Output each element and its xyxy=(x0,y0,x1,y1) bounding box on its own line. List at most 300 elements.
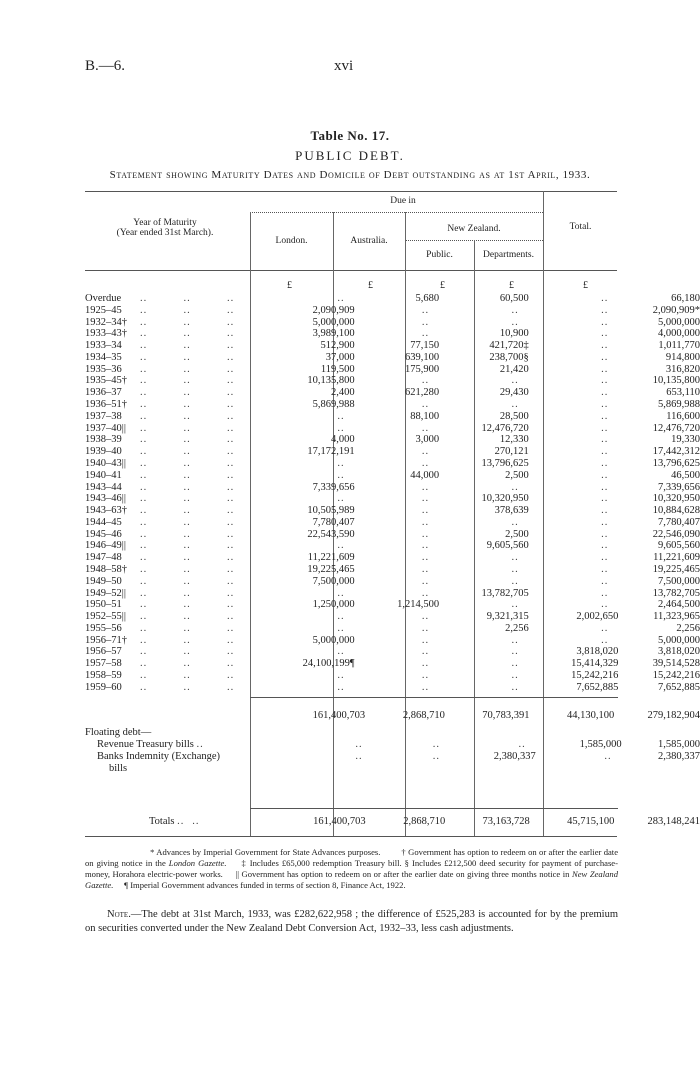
row-total: 10,135,800 xyxy=(652,375,700,387)
row-london: 11,221,609 xyxy=(307,552,355,564)
leader-dots: .. .. .. xyxy=(140,293,235,304)
row-departments: 7,652,885 xyxy=(576,681,619,693)
row-total: 22,546,090 xyxy=(652,528,700,540)
row-public: .. xyxy=(511,681,519,693)
row-year: 1956–57 .. .. .. xyxy=(85,646,235,658)
pound-sign-departments: £ xyxy=(509,280,514,291)
row-year: 1940–43|| .. .. .. xyxy=(85,457,235,469)
row-year: 1959–60 .. .. .. xyxy=(85,681,235,693)
row-total: 39,514,528 xyxy=(652,658,700,670)
totals-public: 73,163,728 xyxy=(482,816,530,827)
page-reference: B.—6. xyxy=(85,58,126,74)
table-number: Table No. 17. xyxy=(310,128,390,143)
row-year: 1936–37 .. .. .. xyxy=(85,387,235,399)
row-departments: .. xyxy=(601,446,609,458)
row-year: 1946–49|| .. .. .. xyxy=(85,540,235,552)
leader-dots: .. .. .. xyxy=(140,422,235,434)
leader-dots: .. .. .. xyxy=(140,316,235,328)
row-year: 1949–52|| .. .. .. xyxy=(85,587,235,599)
row-departments: .. xyxy=(601,622,609,634)
row-departments: .. xyxy=(601,434,609,446)
row-london: .. xyxy=(337,611,345,623)
table-row xyxy=(85,576,700,588)
row-australia: .. xyxy=(421,681,430,693)
row-london: 17,172,191 xyxy=(307,446,355,458)
row-year: 1944–45 .. .. .. xyxy=(85,516,235,528)
row-departments: 2,002,650 xyxy=(576,611,619,623)
row-australia: .. xyxy=(421,328,430,340)
table-row xyxy=(85,423,700,435)
row-total: 9,605,560 xyxy=(658,540,700,552)
subtotal-australia: 2,868,710 xyxy=(402,710,445,721)
row-departments: .. xyxy=(601,328,609,340)
header-bottom-rule xyxy=(85,270,617,271)
row-total: 13,782,705 xyxy=(652,587,700,599)
leader-dots: .. .. .. xyxy=(140,387,235,399)
public-heading: Public. xyxy=(426,250,453,260)
leader-dots: .. .. .. xyxy=(140,634,235,646)
table-row xyxy=(85,529,700,541)
table-row xyxy=(85,646,700,658)
leader-dots: .. .. .. xyxy=(140,375,235,387)
totals-total: 283,148,241 xyxy=(647,816,700,827)
row-year: 1940–41 .. .. .. xyxy=(85,469,235,481)
row-australia: 5,680 xyxy=(415,293,440,304)
footnote-parallel-gazette: New Zealand Gazette. xyxy=(85,869,618,890)
floating-debt-label: Floating debt— xyxy=(85,727,152,738)
table-row xyxy=(85,399,700,411)
row-australia: .. xyxy=(421,622,430,634)
page-number: xvi xyxy=(334,58,354,74)
row-total: 5,000,000 xyxy=(658,316,700,328)
row-departments: .. xyxy=(601,481,609,493)
totals-london: 161,400,703 xyxy=(313,816,366,827)
subtotal-row xyxy=(85,710,700,722)
totals-rule xyxy=(250,808,618,809)
leader-dots: .. .. .. xyxy=(140,622,235,634)
row-australia: .. xyxy=(421,304,430,316)
floating-row-australia: .. xyxy=(432,739,440,750)
row-total: 7,652,885 xyxy=(658,681,700,693)
totals-row xyxy=(85,816,700,828)
row-year: 1932–34† .. .. .. xyxy=(85,316,235,328)
row-total: 116,600 xyxy=(666,410,700,422)
floating-row-london: .. xyxy=(355,751,363,762)
row-total: 653,110 xyxy=(666,387,700,399)
table-row xyxy=(85,564,700,576)
row-year: 1935–45† .. .. .. xyxy=(85,375,235,387)
table-row xyxy=(85,434,700,446)
row-london: .. xyxy=(337,457,345,469)
row-australia: .. xyxy=(421,646,430,658)
table-row xyxy=(85,552,700,564)
row-departments: 15,242,216 xyxy=(571,670,619,681)
row-london: 7,500,000 xyxy=(312,575,355,587)
table-title: PUBLIC DEBT. xyxy=(295,148,405,163)
table-bottom-rule xyxy=(85,836,617,837)
row-australia: 3,000 xyxy=(415,434,440,446)
floating-row-departments: 1,585,000 xyxy=(579,739,622,750)
row-london: 7,780,407 xyxy=(312,516,355,528)
row-year: 1943–46|| .. .. .. xyxy=(85,493,235,505)
table-row xyxy=(85,493,700,505)
year-heading-line1: Year of Maturity xyxy=(133,218,197,228)
row-public: 12,330 xyxy=(499,434,529,446)
row-total: 15,242,216 xyxy=(652,670,700,681)
row-departments: .. xyxy=(601,599,609,611)
row-public: 2,256 xyxy=(505,622,529,634)
leader-dots: .. .. .. xyxy=(140,611,235,623)
table-row xyxy=(85,446,700,458)
leader-dots: .. .. .. xyxy=(140,599,235,611)
row-public: .. xyxy=(511,516,519,528)
due-in-heading: Due in xyxy=(390,196,416,206)
row-london: .. xyxy=(337,646,345,658)
pound-sign-australia: £ xyxy=(368,280,373,291)
row-public: .. xyxy=(511,634,519,646)
row-year: 1945–46 .. .. .. xyxy=(85,528,235,540)
row-departments: .. xyxy=(601,575,609,587)
row-departments: .. xyxy=(601,634,609,646)
row-total: 7,500,000 xyxy=(658,575,700,587)
row-public: 10,900 xyxy=(499,328,529,340)
row-public: 10,320,950 xyxy=(481,493,529,505)
subtotal-public: 70,783,391 xyxy=(482,710,530,721)
leader-dots: .. .. .. xyxy=(140,552,235,564)
row-departments: .. xyxy=(601,540,609,552)
table-row xyxy=(85,352,700,364)
leader-dots: .. .. .. xyxy=(140,563,235,575)
row-australia: 175,900 xyxy=(405,363,440,375)
row-london: 22,543,590 xyxy=(307,528,355,540)
row-public: 9,605,560 xyxy=(486,540,529,552)
row-total: 4,000,000 xyxy=(658,328,700,340)
totals-departments: 45,715,100 xyxy=(567,816,615,827)
floating-row-departments: .. xyxy=(604,751,612,762)
row-australia: .. xyxy=(421,516,430,528)
row-london: 512,900 xyxy=(320,340,355,352)
row-total: 19,330 xyxy=(671,434,700,446)
row-australia: .. xyxy=(421,505,430,517)
row-total: 7,780,407 xyxy=(658,516,700,528)
floating-row-total: 2,380,337 xyxy=(658,751,700,762)
row-departments: .. xyxy=(601,422,609,434)
table-row xyxy=(85,364,700,376)
pound-sign-public: £ xyxy=(440,280,445,291)
row-total: 7,339,656 xyxy=(658,481,700,493)
leader-dots: .. .. .. xyxy=(140,304,235,316)
row-london: 119,500 xyxy=(320,363,355,375)
header-top-rule xyxy=(85,191,617,192)
london-heading: London. xyxy=(275,236,308,246)
floating-row-label-continued: bills xyxy=(109,763,128,774)
footnotes xyxy=(85,847,618,891)
table-row xyxy=(85,458,700,470)
row-australia: .. xyxy=(421,563,430,575)
row-year: 1947–48 .. .. .. xyxy=(85,552,235,564)
row-london: 7,339,656 xyxy=(312,481,355,493)
row-london: 24,100,199¶ xyxy=(302,658,355,670)
row-australia: 77,150 xyxy=(410,340,440,352)
totals-label: Totals .. .. xyxy=(149,816,200,827)
row-australia: .. xyxy=(421,587,430,599)
row-departments: .. xyxy=(601,457,609,469)
table-row xyxy=(85,328,700,340)
row-total: 316,820 xyxy=(665,363,700,375)
row-australia: .. xyxy=(421,422,430,434)
row-total: 13,796,625 xyxy=(652,457,700,469)
table-row xyxy=(85,375,700,387)
row-australia: 44,000 xyxy=(410,469,440,481)
table-row xyxy=(85,670,700,682)
row-australia: .. xyxy=(421,658,430,670)
row-year: 1948–58† .. .. .. xyxy=(85,563,235,575)
row-year: 1943–44 .. .. .. xyxy=(85,481,235,493)
row-australia: .. xyxy=(421,375,430,387)
row-departments: .. xyxy=(601,552,609,564)
row-total: 5,000,000 xyxy=(658,634,700,646)
row-london: .. xyxy=(337,469,345,481)
row-public: 421,720‡ xyxy=(489,340,529,352)
row-departments: .. xyxy=(601,363,609,375)
row-london: 37,000 xyxy=(325,351,355,363)
row-year: Overdue .. .. .. xyxy=(85,293,235,304)
row-total: 2,090,909* xyxy=(652,304,700,316)
table-row xyxy=(85,635,700,647)
row-london: 2,400 xyxy=(330,387,355,399)
table-row xyxy=(85,611,700,623)
pound-sign-total: £ xyxy=(583,280,588,291)
row-year: 1933–34 .. .. .. xyxy=(85,340,235,352)
note-text: —The debt at 31st March, 1933, was £282,622,958 ; the difference of £525,283 is accounted for by the premium on securities converted under the New Zealand Debt Conversion Act, 1932–33, less cash adjustments. xyxy=(85,909,618,934)
row-total: 10,884,628 xyxy=(652,505,700,517)
table-row xyxy=(85,411,700,423)
leader-dots: .. .. .. xyxy=(140,351,235,363)
row-australia: .. xyxy=(421,634,430,646)
row-year: 1925–45 .. .. .. xyxy=(85,304,235,316)
row-departments: .. xyxy=(601,410,609,422)
row-australia: .. xyxy=(421,540,430,552)
leader-dots: .. .. .. xyxy=(140,493,235,505)
leader-dots: .. .. .. xyxy=(140,469,235,481)
row-year: 1955–56 .. .. .. xyxy=(85,622,235,634)
table-row xyxy=(85,387,700,399)
footnote-double-dagger: ‡ Includes £65,000 redemption Treasury bill. xyxy=(241,858,402,868)
row-public: .. xyxy=(511,316,519,328)
leader-dots: .. .. .. xyxy=(140,528,235,540)
floating-row-public: 2,380,337 xyxy=(493,751,536,762)
row-public: 2,500 xyxy=(505,469,529,481)
row-australia: .. xyxy=(421,316,430,328)
leader-dots: .. .. .. xyxy=(140,481,235,493)
row-departments: .. xyxy=(601,563,609,575)
row-australia: 621,280 xyxy=(405,387,440,399)
row-departments: .. xyxy=(601,293,609,304)
table-row xyxy=(85,599,700,611)
row-year: 1949–50 .. .. .. xyxy=(85,575,235,587)
row-departments: .. xyxy=(601,340,609,352)
table-row xyxy=(85,340,700,352)
leader-dots: .. .. .. xyxy=(140,434,235,446)
table-row xyxy=(85,293,700,305)
row-total: 66,180 xyxy=(671,293,700,304)
row-departments: 3,818,020 xyxy=(576,646,619,658)
leader-dots: .. .. .. xyxy=(140,340,235,352)
row-australia: .. xyxy=(421,457,430,469)
row-departments: .. xyxy=(601,469,609,481)
row-public: .. xyxy=(511,375,519,387)
table-row xyxy=(85,540,700,552)
leader-dots: .. .. .. xyxy=(140,399,235,411)
leader-dots: .. .. .. xyxy=(140,540,235,552)
row-departments: 15,414,329 xyxy=(571,658,619,670)
row-departments: .. xyxy=(601,528,609,540)
totals-australia: 2,868,710 xyxy=(403,816,446,827)
leader-dots: .. .. .. xyxy=(140,681,235,693)
total-heading: Total. xyxy=(569,222,592,232)
leader-dots: .. .. .. xyxy=(140,670,235,681)
row-total: 10,320,950 xyxy=(652,493,700,505)
leader-dots: .. .. .. xyxy=(140,410,235,422)
row-public: .. xyxy=(511,399,519,411)
floating-row-label: Revenue Treasury bills .. xyxy=(97,739,204,750)
footnote-parallel: || Government has option to redeem on or after the earlier date on giving three months notice in xyxy=(235,869,570,879)
table-row xyxy=(85,505,700,517)
row-public: 238,700§ xyxy=(489,351,529,363)
footnote-section: § Includes £212,500 deed security for payment of purchase-money, Horahora electric-power works. xyxy=(85,858,618,879)
row-year: 1952–55|| .. .. .. xyxy=(85,611,235,623)
row-departments: .. xyxy=(601,587,609,599)
row-australia: .. xyxy=(421,611,430,623)
table-row xyxy=(85,682,700,694)
row-public: 378,639 xyxy=(494,505,529,517)
row-public: .. xyxy=(511,481,519,493)
row-year: 1957–58 .. .. .. xyxy=(85,658,235,670)
row-year: 1936–51† .. .. .. xyxy=(85,399,235,411)
row-departments: .. xyxy=(601,304,609,316)
footnote-dagger: † Government has option to redeem on or after the earlier date on giving notice in the xyxy=(85,847,619,868)
footnote-asterisk: * Advances by Imperial Government for State Advances purposes. xyxy=(150,847,381,857)
row-total: 1,011,770 xyxy=(658,340,700,352)
row-london: .. xyxy=(337,681,345,693)
floating-row-label: Banks Indemnity (Exchange) xyxy=(97,751,221,762)
table-subtitle: Statement showing Maturity Dates and Domicile of Debt outstanding as at 1st April, 1933. xyxy=(109,169,591,181)
row-london: .. xyxy=(337,540,345,552)
row-departments: .. xyxy=(601,387,609,399)
table-row xyxy=(85,317,700,329)
row-public: 270,121 xyxy=(494,446,529,458)
row-london: 10,505,989 xyxy=(307,505,355,517)
row-departments: .. xyxy=(601,505,609,517)
row-australia: .. xyxy=(421,552,430,564)
leader-dots: .. .. .. xyxy=(140,587,235,599)
row-total: 46,500 xyxy=(671,469,700,481)
row-year: 1950–51 .. .. .. xyxy=(85,599,235,611)
row-year: 1943–63† .. .. .. xyxy=(85,505,235,517)
row-london: 5,869,988 xyxy=(312,399,355,411)
australia-heading: Australia. xyxy=(350,236,388,246)
leader-dots: .. .. .. xyxy=(140,516,235,528)
subtotal-departments: 44,130,100 xyxy=(566,710,615,721)
row-total: 19,225,465 xyxy=(652,563,700,575)
leader-dots: .. .. .. xyxy=(140,646,235,658)
row-public: 13,796,625 xyxy=(481,457,529,469)
row-london: .. xyxy=(337,293,345,304)
subtotal-london: 161,400,703 xyxy=(312,710,366,721)
row-total: 12,476,720 xyxy=(652,422,700,434)
row-public: 2,500 xyxy=(505,528,529,540)
row-public: 29,430 xyxy=(499,387,529,399)
row-london: 5,000,000 xyxy=(312,316,355,328)
row-london: .. xyxy=(337,422,345,434)
row-australia: 88,100 xyxy=(410,410,440,422)
row-public: .. xyxy=(511,552,519,564)
row-london: .. xyxy=(337,410,345,422)
row-year: 1939–40 .. .. .. xyxy=(85,446,235,458)
due-in-rule xyxy=(250,212,543,213)
leader-dots: .. .. .. xyxy=(140,363,235,375)
row-year: 1933–43† .. .. .. xyxy=(85,328,235,340)
row-departments: .. xyxy=(601,316,609,328)
row-year: 1938–39 .. .. .. xyxy=(85,434,235,446)
table-row xyxy=(85,305,700,317)
row-total: 3,818,020 xyxy=(658,646,700,658)
row-public: .. xyxy=(511,599,519,611)
row-public: 60,500 xyxy=(499,293,529,304)
row-public: 13,782,705 xyxy=(481,587,529,599)
row-london: 1,250,000 xyxy=(312,599,355,611)
closing-note xyxy=(85,908,618,935)
row-australia: .. xyxy=(421,528,430,540)
row-london: 19,225,465 xyxy=(307,563,355,575)
row-london: .. xyxy=(337,587,345,599)
row-public: .. xyxy=(511,658,519,670)
row-london: .. xyxy=(337,493,345,505)
row-london: .. xyxy=(337,670,345,681)
row-australia: .. xyxy=(421,481,430,493)
row-london: .. xyxy=(337,622,345,634)
row-public: .. xyxy=(511,646,519,658)
row-departments: .. xyxy=(601,375,609,387)
row-total: 11,221,609 xyxy=(653,552,700,564)
row-london: 3,989,100 xyxy=(312,328,355,340)
table-row xyxy=(85,482,700,494)
subtotal-total: 279,182,904 xyxy=(647,710,700,721)
leader-dots: .. .. .. xyxy=(140,658,235,670)
year-heading-line2: (Year ended 31st March). xyxy=(116,228,214,238)
row-london: 5,000,000 xyxy=(312,634,355,646)
floating-debt-section xyxy=(85,727,700,775)
note-label: Note. xyxy=(107,909,131,920)
floating-row-total: 1,585,000 xyxy=(658,739,700,750)
table-row xyxy=(85,658,700,670)
row-australia: .. xyxy=(421,670,430,681)
subtotal-rule xyxy=(250,697,618,698)
row-total: 2,256 xyxy=(676,622,700,634)
row-departments: .. xyxy=(601,399,609,411)
row-public: 28,500 xyxy=(499,410,529,422)
table-row xyxy=(85,517,700,529)
row-total: 2,464,500 xyxy=(658,599,700,611)
row-year: 1956–71† .. .. .. xyxy=(85,634,235,646)
floating-row-australia: .. xyxy=(432,751,440,762)
leader-dots: .. .. .. xyxy=(140,575,235,587)
row-public: .. xyxy=(511,563,519,575)
row-public: 9,321,315 xyxy=(486,611,529,623)
row-public: .. xyxy=(511,670,519,681)
row-london: 4,000 xyxy=(330,434,355,446)
row-public: .. xyxy=(511,575,519,587)
